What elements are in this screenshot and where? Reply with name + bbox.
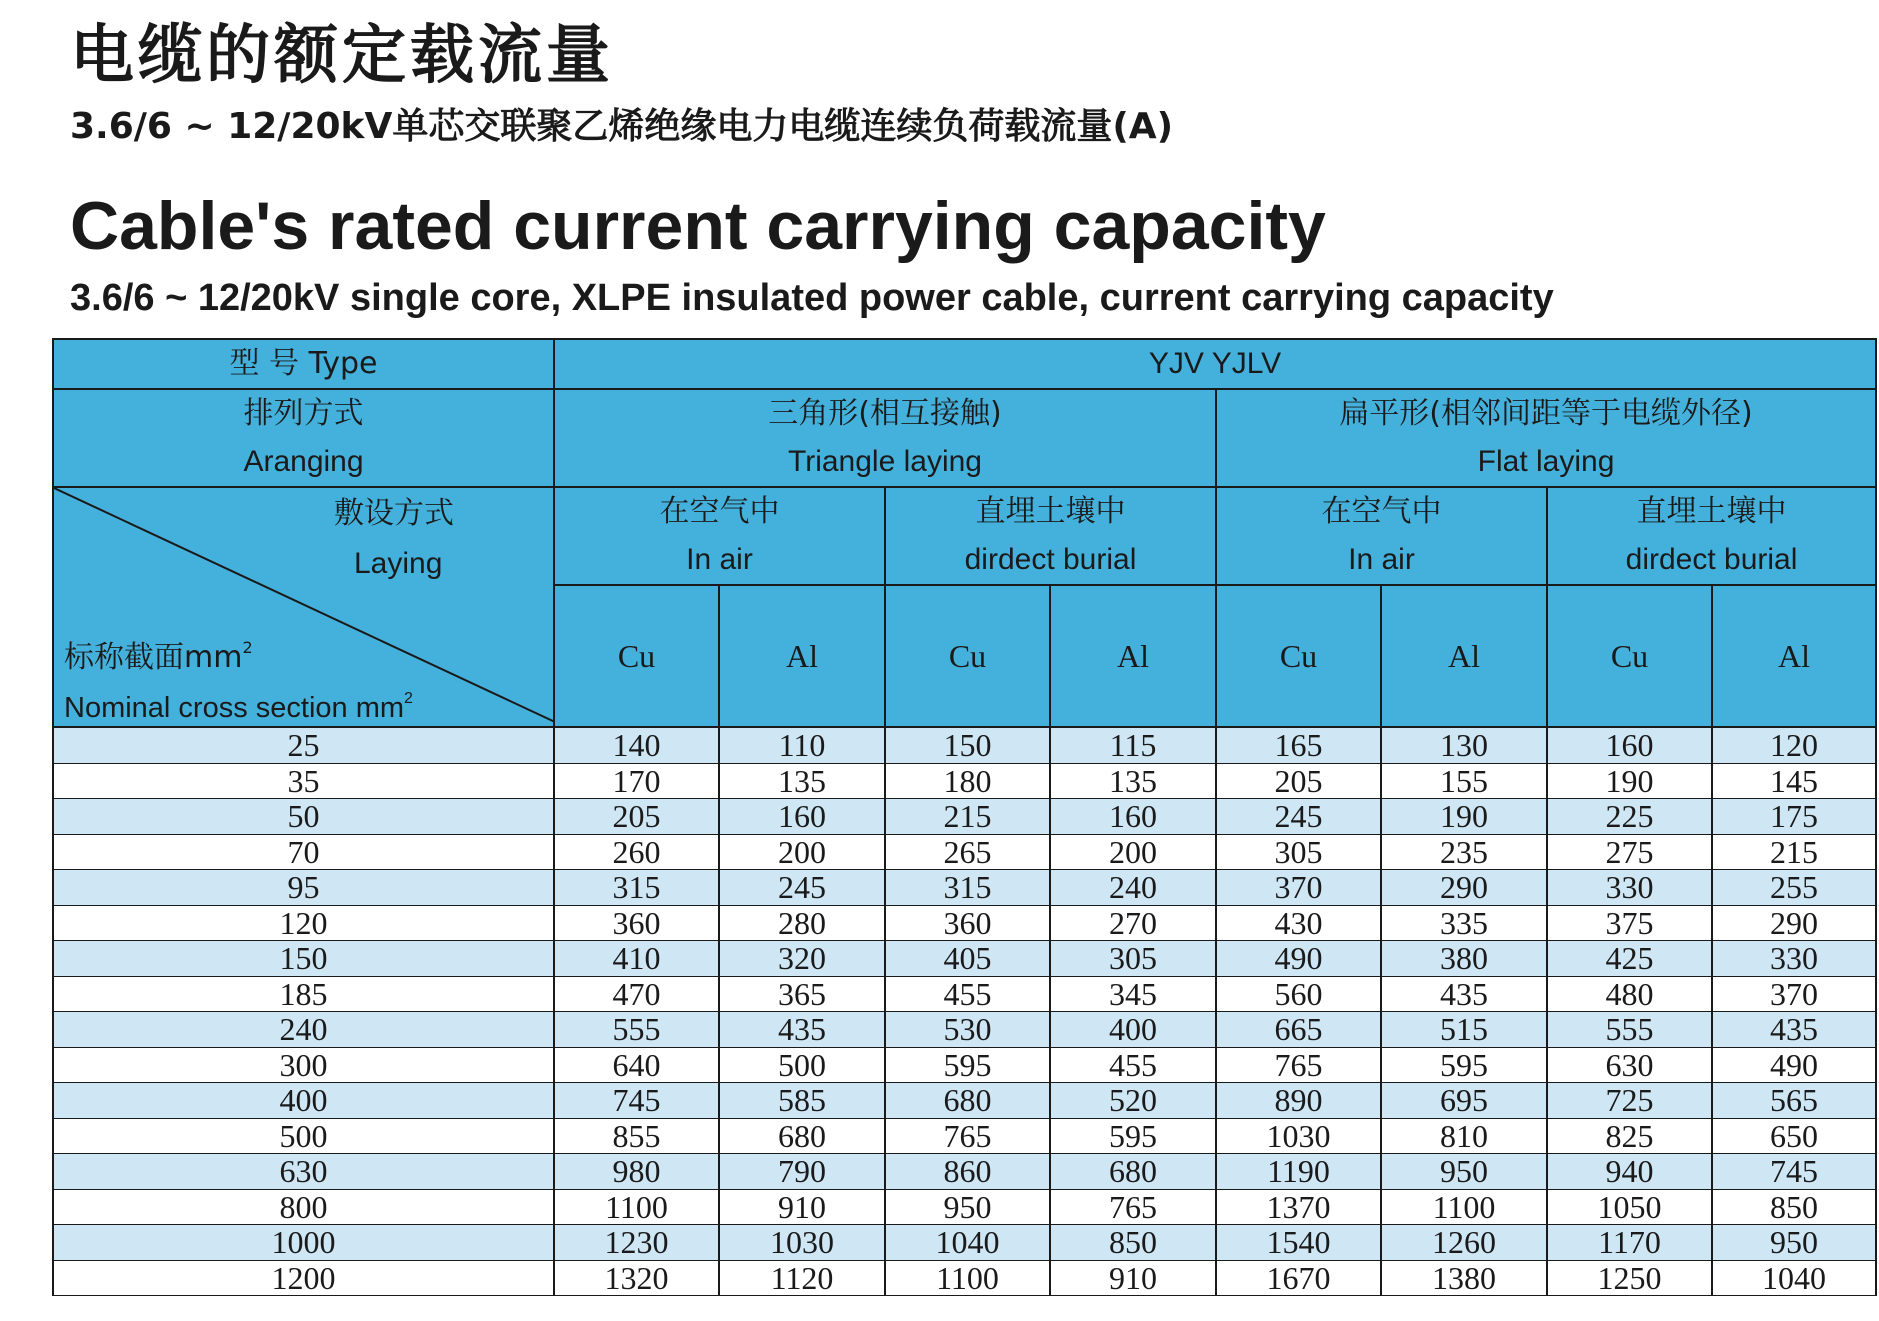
triangle-header bbox=[554, 389, 1216, 487]
capacity-cell: 275 bbox=[1547, 834, 1712, 870]
section-size-cell: 800 bbox=[53, 1189, 554, 1225]
capacity-cell: 1230 bbox=[554, 1225, 719, 1261]
metal-header: Cu bbox=[885, 585, 1050, 727]
in-air-label-en: In air bbox=[1348, 543, 1415, 576]
capacity-cell: 430 bbox=[1216, 905, 1381, 941]
capacity-cell: 435 bbox=[1381, 976, 1547, 1012]
arranging-label-en: Aranging bbox=[243, 445, 364, 478]
capacity-cell: 1050 bbox=[1547, 1189, 1712, 1225]
capacity-cell: 305 bbox=[1050, 941, 1216, 977]
page-title-cn: 电缆的额定载流量 bbox=[70, 19, 614, 93]
capacity-cell: 530 bbox=[885, 1012, 1050, 1048]
capacity-cell: 330 bbox=[1712, 941, 1876, 977]
table-row bbox=[53, 976, 1876, 1012]
capacity-cell: 235 bbox=[1381, 834, 1547, 870]
capacity-cell: 175 bbox=[1712, 799, 1876, 835]
capacity-cell: 245 bbox=[1216, 799, 1381, 835]
capacity-cell: 1040 bbox=[885, 1225, 1050, 1261]
capacity-cell: 160 bbox=[1050, 799, 1216, 835]
section-size-cell: 1000 bbox=[53, 1225, 554, 1261]
capacity-cell: 335 bbox=[1381, 905, 1547, 941]
capacity-cell: 215 bbox=[1712, 834, 1876, 870]
capacity-cell: 145 bbox=[1712, 763, 1876, 799]
laying-label-en: Laying bbox=[354, 547, 443, 580]
capacity-cell: 470 bbox=[554, 976, 719, 1012]
table-row bbox=[53, 834, 1876, 870]
capacity-cell: 680 bbox=[885, 1083, 1050, 1119]
type-label: 型 号 Type bbox=[229, 346, 378, 381]
type-label-cell bbox=[53, 339, 554, 389]
capacity-cell: 165 bbox=[1216, 727, 1381, 763]
section-sup-en: 2 bbox=[404, 690, 413, 707]
capacity-cell: 950 bbox=[885, 1189, 1050, 1225]
capacity-cell: 910 bbox=[1050, 1260, 1216, 1296]
table-row bbox=[53, 1047, 1876, 1083]
triangle-label-cn: 三角形(相互接触) bbox=[768, 396, 1002, 431]
capacity-cell: 1030 bbox=[719, 1225, 885, 1261]
capacity-cell: 1100 bbox=[554, 1189, 719, 1225]
capacity-cell: 1100 bbox=[1381, 1189, 1547, 1225]
capacity-cell: 950 bbox=[1381, 1154, 1547, 1190]
capacity-cell: 585 bbox=[719, 1083, 885, 1119]
capacity-cell: 365 bbox=[719, 976, 885, 1012]
capacity-cell: 370 bbox=[1712, 976, 1876, 1012]
section-label-en: Nominal cross section mm bbox=[64, 692, 405, 724]
capacity-cell: 215 bbox=[885, 799, 1050, 835]
section-size-cell: 240 bbox=[53, 1012, 554, 1048]
capacity-cell: 1320 bbox=[554, 1260, 719, 1296]
section-size-cell: 400 bbox=[53, 1083, 554, 1119]
table-row bbox=[53, 1154, 1876, 1190]
capacity-cell: 205 bbox=[1216, 763, 1381, 799]
triangle-in-air-header bbox=[554, 487, 885, 585]
capacity-cell: 290 bbox=[1712, 905, 1876, 941]
capacity-cell: 205 bbox=[554, 799, 719, 835]
capacity-cell: 640 bbox=[554, 1047, 719, 1083]
capacity-cell: 890 bbox=[1216, 1083, 1381, 1119]
capacity-cell: 1120 bbox=[719, 1260, 885, 1296]
triangle-label-en: Triangle laying bbox=[788, 445, 982, 478]
burial-label-en: dirdect burial bbox=[964, 543, 1137, 576]
capacity-cell: 160 bbox=[1547, 727, 1712, 763]
capacity-cell: 490 bbox=[1216, 941, 1381, 977]
capacity-cell: 680 bbox=[719, 1118, 885, 1154]
capacity-cell: 480 bbox=[1547, 976, 1712, 1012]
metal-header: Al bbox=[1381, 585, 1547, 727]
table-row bbox=[53, 1225, 1876, 1261]
capacity-cell: 155 bbox=[1381, 763, 1547, 799]
in-air-label-cn: 在空气中 bbox=[659, 494, 780, 529]
capacity-cell: 455 bbox=[885, 976, 1050, 1012]
capacity-cell: 850 bbox=[1050, 1225, 1216, 1261]
capacity-cell: 225 bbox=[1547, 799, 1712, 835]
metal-header: Cu bbox=[1216, 585, 1381, 727]
section-size-cell: 25 bbox=[53, 727, 554, 763]
capacity-cell: 950 bbox=[1712, 1225, 1876, 1261]
section-size-cell: 70 bbox=[53, 834, 554, 870]
burial-label-cn: 直埋土壤中 bbox=[1636, 494, 1787, 529]
table-row bbox=[53, 1189, 1876, 1225]
capacity-cell: 855 bbox=[554, 1118, 719, 1154]
in-air-label-en: In air bbox=[686, 543, 753, 576]
capacity-cell: 135 bbox=[719, 763, 885, 799]
capacity-cell: 980 bbox=[554, 1154, 719, 1190]
capacity-cell: 910 bbox=[719, 1189, 885, 1225]
capacity-cell: 1380 bbox=[1381, 1260, 1547, 1296]
capacity-cell: 360 bbox=[885, 905, 1050, 941]
table-row bbox=[53, 941, 1876, 977]
laying-label-cn: 敷设方式 bbox=[334, 496, 454, 531]
capacity-cell: 190 bbox=[1547, 763, 1712, 799]
table-row bbox=[53, 1260, 1876, 1296]
capacity-cell: 330 bbox=[1547, 870, 1712, 906]
metal-header: Al bbox=[719, 585, 885, 727]
capacity-cell: 290 bbox=[1381, 870, 1547, 906]
capacity-cell: 405 bbox=[885, 941, 1050, 977]
table-row bbox=[53, 1083, 1876, 1119]
section-size-cell: 185 bbox=[53, 976, 554, 1012]
capacity-cell: 315 bbox=[885, 870, 1050, 906]
table-body bbox=[53, 727, 1876, 1296]
capacity-cell: 435 bbox=[1712, 1012, 1876, 1048]
capacity-cell: 180 bbox=[885, 763, 1050, 799]
capacity-cell: 555 bbox=[554, 1012, 719, 1048]
capacity-cell: 150 bbox=[885, 727, 1050, 763]
table-row bbox=[53, 1012, 1876, 1048]
capacity-cell: 130 bbox=[1381, 727, 1547, 763]
table-row bbox=[53, 763, 1876, 799]
capacity-cell: 490 bbox=[1712, 1047, 1876, 1083]
capacity-cell: 435 bbox=[719, 1012, 885, 1048]
section-sup-cn: 2 bbox=[242, 638, 253, 657]
page-subtitle-cn: 3.6/6 ~ 12/20kV单芯交联聚乙烯绝缘电力电缆连续负荷载流量(A) bbox=[70, 106, 1174, 147]
capacity-cell: 680 bbox=[1050, 1154, 1216, 1190]
laying-section-diagonal-cell bbox=[53, 487, 554, 727]
metal-header: Al bbox=[1712, 585, 1876, 727]
capacity-cell: 790 bbox=[719, 1154, 885, 1190]
capacity-cell: 1100 bbox=[885, 1260, 1050, 1296]
capacity-cell: 270 bbox=[1050, 905, 1216, 941]
capacity-cell: 375 bbox=[1547, 905, 1712, 941]
capacity-cell: 370 bbox=[1216, 870, 1381, 906]
capacity-cell: 1670 bbox=[1216, 1260, 1381, 1296]
capacity-cell: 120 bbox=[1712, 727, 1876, 763]
type-value: YJV YJLV bbox=[1148, 347, 1282, 380]
capacity-cell: 595 bbox=[1050, 1118, 1216, 1154]
capacity-cell: 170 bbox=[554, 763, 719, 799]
capacity-cell: 455 bbox=[1050, 1047, 1216, 1083]
capacity-cell: 280 bbox=[719, 905, 885, 941]
table-row bbox=[53, 1118, 1876, 1154]
capacity-cell: 765 bbox=[1050, 1189, 1216, 1225]
capacity-cell: 940 bbox=[1547, 1154, 1712, 1190]
capacity-cell: 810 bbox=[1381, 1118, 1547, 1154]
capacity-cell: 515 bbox=[1381, 1012, 1547, 1048]
capacity-cell: 400 bbox=[1050, 1012, 1216, 1048]
capacity-cell: 140 bbox=[554, 727, 719, 763]
section-size-cell: 1200 bbox=[53, 1260, 554, 1296]
capacity-cell: 595 bbox=[885, 1047, 1050, 1083]
metal-header: Cu bbox=[1547, 585, 1712, 727]
section-label-en-wrap bbox=[64, 684, 413, 732]
capacity-cell: 745 bbox=[1712, 1154, 1876, 1190]
capacity-cell: 725 bbox=[1547, 1083, 1712, 1119]
page-subtitle-en: 3.6/6 ~ 12/20kV single core, XLPE insulated power cable, current carrying capacity bbox=[70, 277, 1554, 319]
section-size-cell: 35 bbox=[53, 763, 554, 799]
triangle-burial-header bbox=[885, 487, 1216, 585]
capacity-cell: 200 bbox=[719, 834, 885, 870]
flat-burial-header bbox=[1547, 487, 1876, 585]
capacity-cell: 160 bbox=[719, 799, 885, 835]
capacity-cell: 860 bbox=[885, 1154, 1050, 1190]
capacity-cell: 520 bbox=[1050, 1083, 1216, 1119]
section-size-cell: 300 bbox=[53, 1047, 554, 1083]
capacity-cell: 425 bbox=[1547, 941, 1712, 977]
capacity-cell: 315 bbox=[554, 870, 719, 906]
capacity-cell: 260 bbox=[554, 834, 719, 870]
section-size-cell: 95 bbox=[53, 870, 554, 906]
flat-header bbox=[1216, 389, 1876, 487]
arranging-cell bbox=[53, 389, 554, 487]
capacity-cell: 595 bbox=[1381, 1047, 1547, 1083]
capacity-cell: 565 bbox=[1712, 1083, 1876, 1119]
capacity-cell: 1170 bbox=[1547, 1225, 1712, 1261]
section-size-cell: 150 bbox=[53, 941, 554, 977]
capacity-cell: 240 bbox=[1050, 870, 1216, 906]
in-air-label-cn: 在空气中 bbox=[1321, 494, 1442, 529]
capacity-cell: 245 bbox=[719, 870, 885, 906]
capacity-cell: 695 bbox=[1381, 1083, 1547, 1119]
capacity-cell: 825 bbox=[1547, 1118, 1712, 1154]
capacity-cell: 630 bbox=[1547, 1047, 1712, 1083]
capacity-cell: 410 bbox=[554, 941, 719, 977]
capacity-cell: 110 bbox=[719, 727, 885, 763]
capacity-cell: 305 bbox=[1216, 834, 1381, 870]
burial-label-en: dirdect burial bbox=[1625, 543, 1798, 576]
capacity-cell: 1040 bbox=[1712, 1260, 1876, 1296]
capacity-cell: 1190 bbox=[1216, 1154, 1381, 1190]
flat-in-air-header bbox=[1216, 487, 1547, 585]
burial-label-cn: 直埋土壤中 bbox=[975, 494, 1126, 529]
capacity-cell: 115 bbox=[1050, 727, 1216, 763]
capacity-cell: 1540 bbox=[1216, 1225, 1381, 1261]
metal-header: Al bbox=[1050, 585, 1216, 727]
capacity-cell: 650 bbox=[1712, 1118, 1876, 1154]
arranging-label-cn: 排列方式 bbox=[243, 396, 364, 431]
section-size-cell: 500 bbox=[53, 1118, 554, 1154]
metal-header: Cu bbox=[554, 585, 719, 727]
table-row bbox=[53, 727, 1876, 763]
capacity-cell: 765 bbox=[1216, 1047, 1381, 1083]
capacity-table bbox=[52, 338, 1877, 1296]
capacity-cell: 560 bbox=[1216, 976, 1381, 1012]
capacity-cell: 380 bbox=[1381, 941, 1547, 977]
section-label-cn: 标称截面mm bbox=[64, 640, 243, 675]
capacity-cell: 745 bbox=[554, 1083, 719, 1119]
capacity-cell: 200 bbox=[1050, 834, 1216, 870]
capacity-cell: 255 bbox=[1712, 870, 1876, 906]
flat-label-cn: 扁平形(相邻间距等于电缆外径) bbox=[1339, 396, 1753, 431]
capacity-cell: 1260 bbox=[1381, 1225, 1547, 1261]
capacity-cell: 345 bbox=[1050, 976, 1216, 1012]
capacity-cell: 850 bbox=[1712, 1189, 1876, 1225]
type-value-cell bbox=[554, 339, 1876, 389]
capacity-cell: 500 bbox=[719, 1047, 885, 1083]
section-size-cell: 50 bbox=[53, 799, 554, 835]
capacity-cell: 1250 bbox=[1547, 1260, 1712, 1296]
table-row bbox=[53, 870, 1876, 906]
capacity-cell: 320 bbox=[719, 941, 885, 977]
capacity-cell: 555 bbox=[1547, 1012, 1712, 1048]
table-row bbox=[53, 905, 1876, 941]
section-label-cn-wrap bbox=[64, 634, 253, 682]
table-row bbox=[53, 799, 1876, 835]
capacity-cell: 765 bbox=[885, 1118, 1050, 1154]
section-size-cell: 120 bbox=[53, 905, 554, 941]
capacity-cell: 135 bbox=[1050, 763, 1216, 799]
capacity-cell: 360 bbox=[554, 905, 719, 941]
capacity-cell: 265 bbox=[885, 834, 1050, 870]
capacity-cell: 665 bbox=[1216, 1012, 1381, 1048]
section-size-cell: 630 bbox=[53, 1154, 554, 1190]
capacity-cell: 1030 bbox=[1216, 1118, 1381, 1154]
capacity-cell: 190 bbox=[1381, 799, 1547, 835]
flat-label-en: Flat laying bbox=[1477, 445, 1615, 478]
capacity-cell: 1370 bbox=[1216, 1189, 1381, 1225]
page-title-en: Cable's rated current carrying capacity bbox=[70, 188, 1326, 264]
